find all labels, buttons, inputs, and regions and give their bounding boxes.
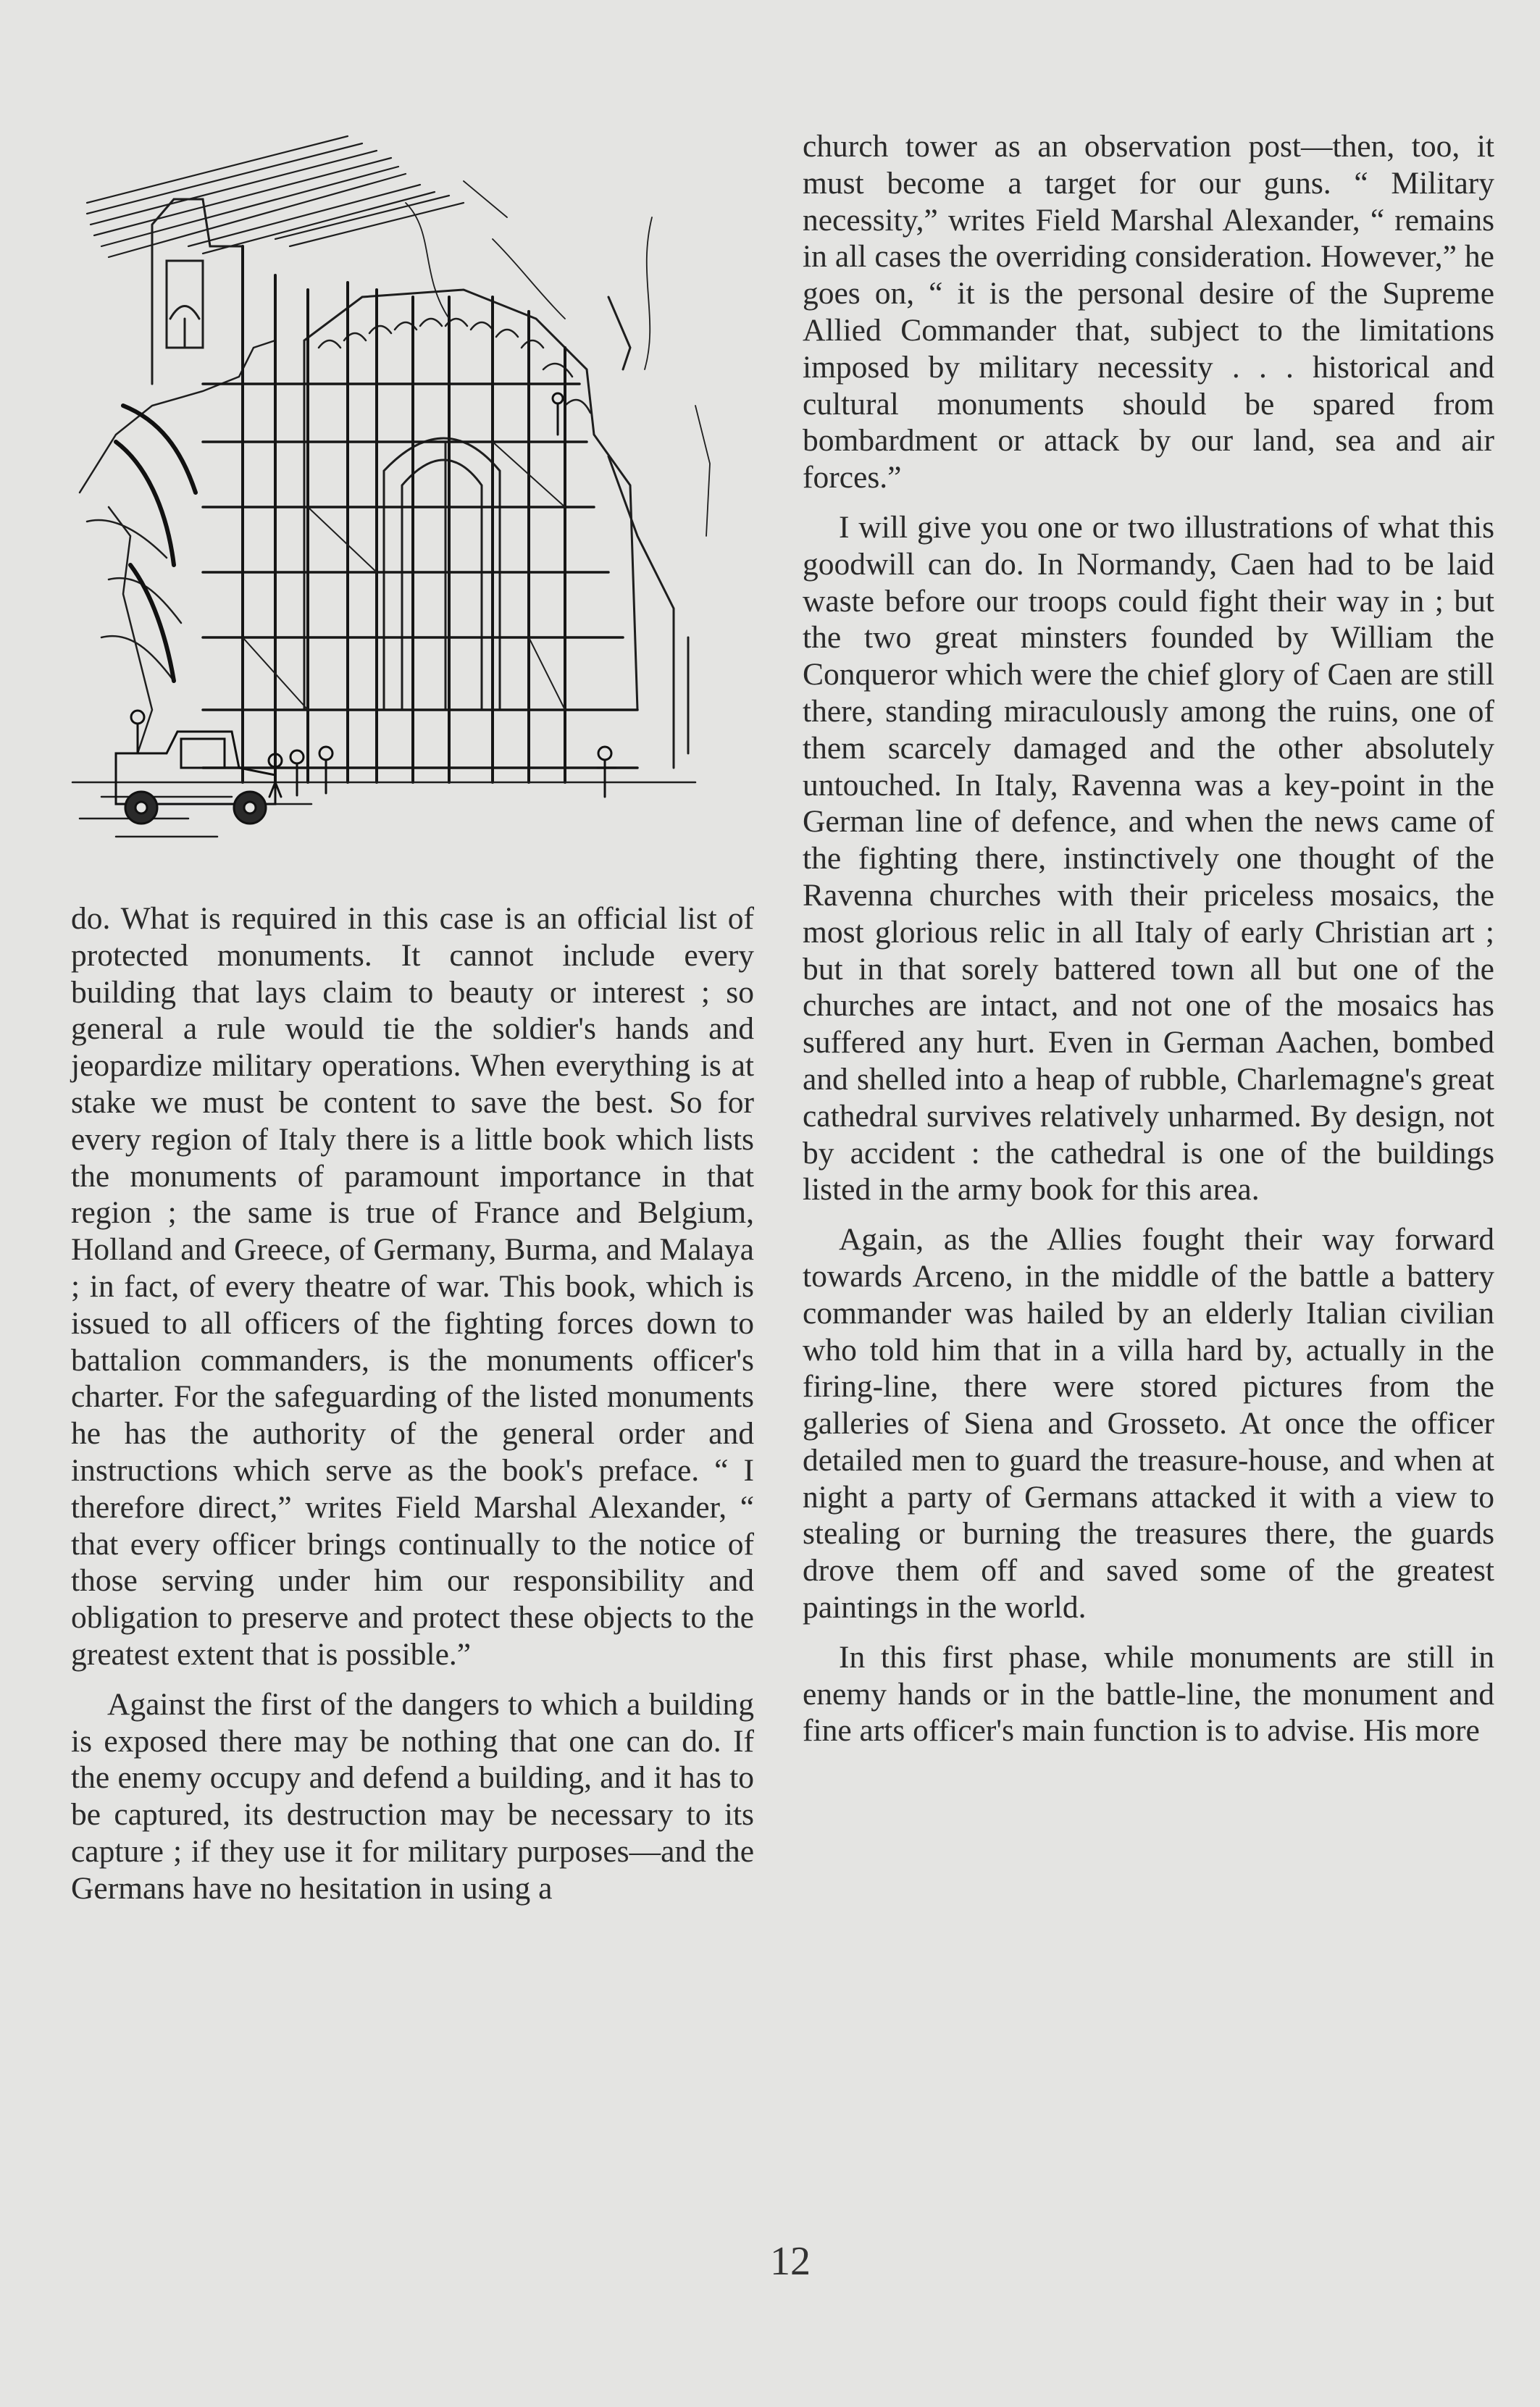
right-paragraph-1: church tower as an observation post—then, too, it must become a target for our guns. “ Military necessity,” writes Field Marshal Alexander, “ remains in all cases the overriding consideration. However,” he goes on, “ it is the personal desire of the Supreme Allied Commander that, subject to the limitations imposed by military necessity . . . historical and cultural monuments should be spared from bombardment or attack by our land, sea and air forces.” bbox=[803, 129, 1494, 495]
right-text-column bbox=[803, 128, 1494, 1749]
left-text-column bbox=[71, 900, 754, 1907]
right-paragraph-3: Again, as the Allies fought their way forward towards Arceno, in the middle of the battle a battery commander was hailed by an elderly Italian civilian who told him that in a villa hard by, actually in the firing-line, there were stored pictures from the galleries of Siena and Grosseto. At once the officer detailed men to guard the treasure-house, and when at night a party of Germans attacked it with a view to stealing or burning the treasures there, the guards drove them off and saved some of the greatest paintings in the world. bbox=[803, 1222, 1494, 1625]
right-paragraph-4: In this first phase, while monuments are still in enemy hands or in the battle-line, the monument and fine arts officer's main function is to advise. His more bbox=[803, 1639, 1494, 1749]
left-paragraph-2: Against the first of the dangers to which a building is exposed there may be nothing that one can do. If the enemy occupy and defend a building, and it has to be captured, its destruction may be necessary to its capture ; if they use it for military purposes—and the Germans have no hesitation in using a bbox=[71, 1686, 754, 1906]
page-number: 12 bbox=[770, 2239, 811, 2284]
church-scaffolding-illustration bbox=[58, 130, 739, 855]
left-paragraph-1: do. What is required in this case is an official list of protected monuments. It cannot include every building that lays claim to beauty or interest ; so general a rule would tie the soldier's hands and jeopardize military operations. When everything is at stake we must be content to save the best. So for every region of Italy there is a little book which lists the monuments of paramount importance in that region ; the same is true of France and Belgium, Holland and Greece, of Germany, Burma, and Malaya ; in fact, of every theatre of war. This book, which is issued to all officers of the fighting forces down to battalion commanders, is the monuments officer's charter. For the safeguarding of the listed monuments he has the authority of the general order and instructions which serve as the book's preface. “ I therefore direct,” writes Field Marshal Alexander, “ that every officer brings continually to the notice of those serving under him our responsibility and obligation to preserve and protect these objects to the greatest extent that is possible.” bbox=[71, 901, 754, 1672]
illustration-drawing bbox=[58, 130, 739, 855]
right-paragraph-2: I will give you one or two illustrations of what this goodwill can do. In Normandy, Caen had to be laid waste before our troops could fight their way in ; but the two great minsters founded by William the Conqueror which were the chief glory of Caen are still there, standing miraculously among the ruins, one of them scarcely damaged and the other absolutely untouched. In Italy, Ravenna was a key-point in the German line of defence, and when the news came of the fighting there, instinctively one thought of the Ravenna churches with their priceless mosaics, the most glorious relic in all Italy of early Christian art ; but in that sorely battered town all but one of the churches are intact, and not one of the mosaics has suffered any hurt. Even in German Aachen, bombed and shelled into a heap of rubble, Charlemagne's great cathedral survives relatively unharmed. By design, not by accident : the cathedral is one of the buildings listed in the army book for this area. bbox=[803, 509, 1494, 1207]
